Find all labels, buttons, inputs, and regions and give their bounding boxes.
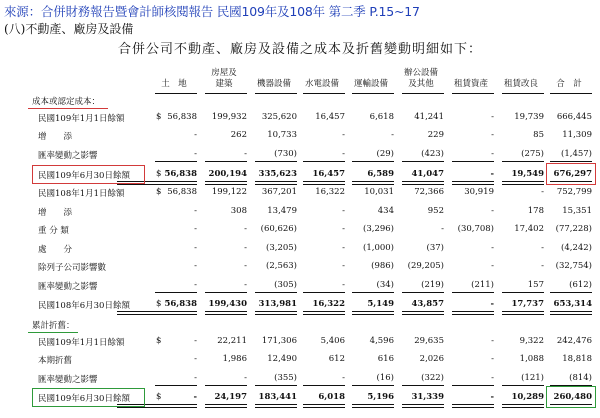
cell-double-underline	[205, 404, 247, 408]
cell-underline	[550, 292, 592, 293]
row-label: 民國109年1月1日餘額	[38, 338, 125, 348]
table-cell: (2,563)	[266, 261, 297, 271]
highlight-box-label	[32, 165, 145, 184]
table-cell: -	[490, 392, 494, 402]
row-label: 重 分 類	[38, 226, 69, 236]
column-header	[398, 68, 444, 90]
table-cell: 31,339	[411, 392, 444, 402]
table-cell: 653,314	[553, 299, 592, 309]
table-cell: 85	[533, 130, 544, 140]
table-cell: -	[490, 299, 494, 309]
table-cell: 16,457	[312, 169, 345, 179]
table-cell: -	[194, 206, 197, 216]
table-cell: (219)	[421, 280, 444, 290]
table-cell: 17,402	[514, 224, 544, 234]
table-cell: -	[244, 373, 247, 383]
row-label: 民國108年1月1日餘額	[38, 189, 125, 199]
table-cell: 19,739	[514, 112, 544, 122]
column-header	[299, 79, 345, 90]
cell-double-underline	[255, 404, 297, 408]
table-cell: 335,623	[258, 169, 297, 179]
table-row	[0, 184, 600, 202]
table-row	[0, 240, 600, 258]
highlight-box-label	[32, 388, 145, 407]
table-cell: -	[342, 243, 345, 253]
table-cell: (612)	[569, 280, 592, 290]
table-cell: (32,754)	[555, 261, 592, 271]
table-cell: -	[194, 354, 197, 364]
table-cell: (3,296)	[363, 224, 394, 234]
column-header	[546, 79, 592, 90]
table-cell: 612	[328, 354, 345, 364]
cell-underline	[155, 161, 197, 162]
table-cell: (30,708)	[457, 224, 494, 234]
column-header	[151, 79, 197, 90]
row-label: 增 添	[38, 208, 73, 218]
cell-double-underline	[402, 311, 444, 315]
table-cell: 43,857	[411, 299, 444, 309]
cell-underline	[303, 385, 345, 386]
table-cell: 4,596	[369, 336, 394, 346]
cell-underline	[352, 161, 394, 162]
table-cell: (322)	[421, 373, 444, 383]
table-row	[0, 258, 600, 276]
table-cell: -	[491, 373, 494, 383]
row-label: 民國109年1月1日餘額	[38, 114, 125, 124]
table-cell: -	[491, 261, 494, 271]
cell-underline	[255, 385, 297, 386]
table-cell: (37)	[426, 243, 444, 253]
table-cell: 11,309	[562, 130, 592, 140]
table-cell: 6,018	[318, 392, 345, 402]
table-cell: (29)	[376, 149, 394, 159]
table-cell: 22,211	[217, 336, 247, 346]
table-cell: 16,457	[315, 112, 345, 122]
table-cell: 313,981	[258, 299, 297, 309]
cell-underline	[502, 385, 544, 386]
cell-underline	[205, 292, 247, 293]
cell-underline	[352, 385, 394, 386]
table-cell: -	[342, 261, 345, 271]
table-cell: (1,457)	[561, 149, 592, 159]
table-cell: (1,000)	[363, 243, 394, 253]
cell-underline	[155, 292, 197, 293]
table-cell: 13,479	[267, 206, 297, 216]
column-header-line1: 租賃資產	[453, 79, 488, 89]
table-cell: (3,205)	[266, 243, 297, 253]
table-cell: -	[342, 149, 345, 159]
highlight-box-total	[546, 163, 596, 185]
section-heading: (八)不動產、廠房及設備	[4, 22, 134, 36]
table-cell: -	[244, 243, 247, 253]
dollar-sign: $	[156, 392, 162, 402]
cell-underline	[303, 161, 345, 162]
table-cell: -	[490, 169, 494, 179]
row-label: 本期折舊	[38, 356, 73, 366]
table-row	[0, 127, 600, 145]
cell-double-underline	[502, 311, 544, 315]
table-cell: -	[491, 243, 494, 253]
column-header-line1: 水電設備	[304, 79, 339, 89]
table-title: 合併公司不動產、廠房及設備之成本及折舊變動明細如下：	[117, 42, 482, 57]
cell-double-underline	[452, 404, 494, 408]
table-cell: 183,441	[258, 392, 297, 402]
column-header-line1: 租賃改良	[503, 79, 538, 89]
cell-underline	[550, 161, 592, 162]
table-cell: 56,838	[167, 187, 197, 197]
cell-underline	[255, 161, 297, 162]
table-cell: 41,241	[414, 112, 444, 122]
table-cell: -	[244, 261, 247, 271]
table-cell: 5,196	[367, 392, 394, 402]
table-cell: -	[194, 149, 197, 159]
table-cell: 10,733	[267, 130, 297, 140]
table-cell: 666,445	[556, 112, 592, 122]
cell-underline	[452, 385, 494, 386]
table-cell: 15,351	[562, 206, 592, 216]
table-cell: 616	[377, 354, 394, 364]
row-label: 匯率變動之影響	[38, 282, 98, 292]
table-cell: (730)	[274, 149, 297, 159]
table-cell: 5,406	[320, 336, 345, 346]
table-row	[0, 351, 600, 369]
cell-underline	[352, 292, 394, 293]
table-cell: 10,031	[364, 187, 394, 197]
table-cell: 6,618	[369, 112, 394, 122]
cell-double-underline	[303, 404, 345, 408]
table-cell: (986)	[371, 261, 394, 271]
column-header-line1: 合 計	[556, 79, 582, 89]
table-cell: -	[342, 224, 345, 234]
cell-underline	[452, 161, 494, 162]
column-header-line2: 建築	[215, 79, 233, 89]
table-cell: 18,818	[562, 354, 592, 364]
column-header-line1: 運輸設備	[353, 79, 388, 89]
table-cell: 16,322	[315, 187, 345, 197]
table-cell: -	[342, 206, 345, 216]
depreciation-heading: 累計折舊：	[32, 321, 75, 331]
dollar-sign: $	[156, 336, 162, 346]
column-header-underline	[255, 93, 297, 94]
table-cell: 676,297	[553, 169, 592, 179]
column-header-line1: 機器設備	[256, 79, 291, 89]
column-header	[201, 68, 247, 90]
table-cell: (34)	[376, 280, 394, 290]
cell-double-underline	[502, 404, 544, 408]
column-header-line2: 及其他	[408, 79, 434, 89]
column-header-line1: 房屋及	[211, 68, 237, 78]
table-cell: (121)	[521, 373, 544, 383]
column-header-underline	[550, 93, 592, 94]
table-cell: 9,322	[519, 336, 544, 346]
cell-underline	[452, 292, 494, 293]
table-cell: 56,838	[164, 169, 197, 179]
table-row	[0, 333, 600, 351]
column-header	[348, 79, 394, 90]
cell-underline	[155, 385, 197, 386]
table-cell: -	[491, 206, 494, 216]
table-cell: -	[342, 130, 345, 140]
table-cell: 308	[230, 206, 247, 216]
cell-underline	[502, 292, 544, 293]
dollar-sign: $	[156, 169, 162, 179]
dollar-sign: $	[156, 112, 162, 122]
table-cell: 199,932	[211, 112, 247, 122]
table-cell: 325,620	[261, 112, 297, 122]
cell-double-underline	[255, 311, 297, 315]
table-cell: 2,026	[419, 354, 444, 364]
column-header-underline	[502, 93, 544, 94]
cell-double-underline	[205, 311, 247, 315]
table-cell: -	[541, 187, 544, 197]
table-cell: (16)	[376, 373, 394, 383]
table-cell: -	[244, 280, 247, 290]
cell-double-underline	[117, 311, 197, 315]
cell-underline	[205, 385, 247, 386]
table-cell: 434	[377, 206, 394, 216]
cell-double-underline	[303, 311, 345, 315]
table-cell: -	[541, 243, 544, 253]
table-cell: 157	[527, 280, 544, 290]
table-cell: (29,205)	[407, 261, 444, 271]
cell-underline	[303, 292, 345, 293]
table-cell: 12,490	[267, 354, 297, 364]
table-cell: 24,197	[214, 392, 247, 402]
table-cell: -	[193, 392, 197, 402]
table-cell: -	[194, 336, 197, 346]
table-cell: 242,476	[556, 336, 592, 346]
table-cell: 10,289	[511, 392, 544, 402]
table-cell: -	[491, 336, 494, 346]
row-label: 匯率變動之影響	[38, 375, 98, 385]
cell-underline	[402, 161, 444, 162]
table-cell: 5,149	[367, 299, 394, 309]
column-header-underline	[452, 93, 494, 94]
table-cell: (814)	[569, 373, 592, 383]
table-cell: 1,986	[222, 354, 247, 364]
table-cell: -	[244, 224, 247, 234]
table-cell: 199,122	[211, 187, 247, 197]
dollar-sign: $	[156, 187, 162, 197]
column-header-underline	[303, 93, 345, 94]
row-label: 處 分	[38, 245, 73, 255]
row-label: 民國109年6月30日餘額	[38, 171, 130, 181]
table-cell: -	[194, 243, 197, 253]
table-cell: (275)	[521, 149, 544, 159]
table-cell: 367,201	[261, 187, 297, 197]
table-cell: 178	[527, 206, 544, 216]
column-header-line1: 土 地	[161, 79, 187, 89]
table-cell: 199,430	[208, 299, 247, 309]
column-header	[251, 79, 297, 90]
cell-double-underline	[402, 404, 444, 408]
table-cell: -	[244, 149, 247, 159]
column-header	[448, 79, 494, 90]
table-cell: 6,589	[367, 169, 394, 179]
source-caption: 來源：合併財務報告暨會計師核閱報告 民國109年及108年 第二季 P.15~17	[4, 4, 420, 19]
cell-underline	[502, 161, 544, 162]
table-cell: 16,322	[312, 299, 345, 309]
table-cell: -	[391, 130, 394, 140]
table-cell: 752,799	[556, 187, 592, 197]
table-cell: 171,306	[261, 336, 297, 346]
table-cell: (211)	[471, 280, 494, 290]
row-label: 民國108年6月30日餘額	[38, 301, 130, 311]
table-cell: -	[441, 224, 444, 234]
table-cell: 229	[427, 130, 444, 140]
table-cell: -	[491, 130, 494, 140]
table-row	[0, 109, 600, 127]
table-cell: 260,480	[553, 392, 592, 402]
row-label: 民國109年6月30日餘額	[38, 394, 130, 404]
table-cell: -	[491, 112, 494, 122]
table-cell: 262	[230, 130, 247, 140]
cell-double-underline	[352, 404, 394, 408]
table-cell: (305)	[274, 280, 297, 290]
table-cell: -	[194, 224, 197, 234]
table-cell: 952	[427, 206, 444, 216]
column-header-underline	[205, 93, 247, 94]
table-cell: 29,635	[414, 336, 444, 346]
cell-underline	[402, 292, 444, 293]
cell-double-underline	[352, 311, 394, 315]
table-cell: 30,919	[464, 187, 494, 197]
column-header-underline	[402, 93, 444, 94]
cell-double-underline	[452, 311, 494, 315]
table-row	[0, 221, 600, 239]
table-cell: 19,549	[511, 169, 544, 179]
table-cell: (60,626)	[260, 224, 297, 234]
table-cell: 200,194	[208, 169, 247, 179]
table-cell: 41,047	[411, 169, 444, 179]
table-cell: -	[342, 373, 345, 383]
cell-underline	[205, 161, 247, 162]
cell-underline	[255, 292, 297, 293]
dollar-sign: $	[156, 299, 162, 309]
table-cell: 1,088	[519, 354, 544, 364]
row-label: 增 添	[38, 132, 73, 142]
table-cell: -	[541, 261, 544, 271]
highlight-box-total	[546, 386, 596, 408]
table-cell: (77,228)	[555, 224, 592, 234]
row-label: 除列子公司影響數	[38, 263, 107, 273]
table-cell: (4,242)	[561, 243, 592, 253]
table-cell: 56,838	[167, 112, 197, 122]
table-cell: (355)	[274, 373, 297, 383]
table-cell: -	[194, 130, 197, 140]
table-cell: 72,366	[414, 187, 444, 197]
table-cell: 56,838	[164, 299, 197, 309]
column-header-underline	[155, 93, 197, 94]
table-cell: -	[194, 280, 197, 290]
column-header	[498, 79, 544, 90]
cell-double-underline	[550, 311, 592, 315]
column-header-underline	[352, 93, 394, 94]
column-header-line1: 辦公設備	[403, 68, 438, 78]
cost-heading: 成本或認定成本：	[32, 97, 101, 107]
table-cell: -	[194, 261, 197, 271]
table-cell: -	[194, 373, 197, 383]
table-cell: -	[491, 354, 494, 364]
table-cell: -	[342, 280, 345, 290]
table-cell: 17,737	[511, 299, 544, 309]
table-row	[0, 203, 600, 221]
table-cell: -	[491, 149, 494, 159]
table-cell: (423)	[421, 149, 444, 159]
cell-underline	[402, 385, 444, 386]
row-label: 匯率變動之影響	[38, 151, 98, 161]
